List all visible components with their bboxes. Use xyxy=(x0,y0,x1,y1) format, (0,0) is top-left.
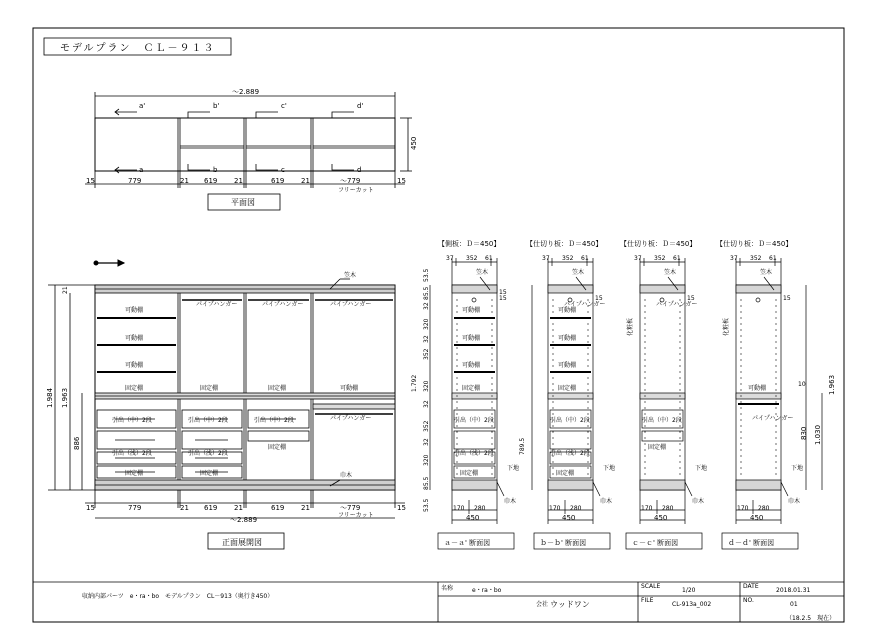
sec-base-2: 下地 xyxy=(695,465,708,472)
elev-drawer-low-2: 引出（浅）2段 xyxy=(188,450,228,457)
sec-caption-3: ｄ－ｄ' 断面図 xyxy=(728,539,775,547)
elev-movable-4: 可動棚 xyxy=(340,385,359,392)
sec-small-10-3: 10 xyxy=(798,381,806,388)
sec-movable-1-0: 可動棚 xyxy=(462,307,481,314)
tb-version: （18.2.5 現在） xyxy=(786,615,836,622)
sec-caption-2: ｃ－ｃ' 断面図 xyxy=(632,539,679,547)
elev-left-dim-886: 886 xyxy=(73,436,81,450)
sec-fixed-2-0: 固定棚 xyxy=(460,470,479,477)
sec-fixed-1-1: 固定棚 xyxy=(558,385,577,392)
sec-v-53-bottom: 53.5 xyxy=(423,498,430,512)
tb-scale: 1/20 xyxy=(682,587,696,594)
elev-movable-1: 可動棚 xyxy=(125,307,144,314)
sec-movable-2-0: 可動棚 xyxy=(462,335,481,342)
elev-drawer-mid-2: 引出（中）2段 xyxy=(188,417,228,424)
sec-plinth-0: 巾木 xyxy=(504,498,517,505)
elev-left-dim-21: 21 xyxy=(62,286,69,294)
sec-top-dim-61-1: 61 xyxy=(581,255,589,262)
plan-dim-7: 21 xyxy=(301,177,310,185)
tb-label-scale: SCALE xyxy=(641,583,661,590)
elev-fixed-3: 固定棚 xyxy=(268,385,287,392)
tb-description: 収納内部パーツ e・ra・bo モデルプラン CL－913（奥行き450） xyxy=(82,593,274,600)
elev-inner-height: 1.963 xyxy=(61,387,69,408)
elev-movable-2: 可動棚 xyxy=(125,335,144,342)
sec-bdim-280-3: 280 xyxy=(758,505,770,512)
sec-depth-2: 450 xyxy=(654,514,668,522)
sec-v-320-c: 320 xyxy=(423,454,430,466)
sec-top-dim-37-3: 37 xyxy=(730,255,738,262)
elev-fixed-1: 固定棚 xyxy=(125,385,144,392)
elev-movable-3: 可動棚 xyxy=(125,362,144,369)
elev-fixed-6: 固定棚 xyxy=(268,444,287,451)
section-view-b xyxy=(534,255,615,549)
sec-depth-0: 450 xyxy=(466,514,480,522)
sec-top-dim-37-2: 37 xyxy=(634,255,642,262)
elev-bdim-8: ～779 xyxy=(340,504,361,512)
sec-hanger-1: パイプハンガー xyxy=(564,301,606,308)
section-view-d xyxy=(722,255,806,549)
sec-drawer-low-1: 引出（浅）2段 xyxy=(550,450,590,457)
section-header-a: 【側板：Ｄ＝450】 xyxy=(438,240,501,248)
sec-caption-0: ａ－ａ' 断面図 xyxy=(444,539,491,547)
elev-fixed-4: 固定棚 xyxy=(125,470,144,477)
sec-drawer-mid-0: 引出（中）2段 xyxy=(454,417,494,424)
sections xyxy=(411,239,836,549)
sec-drawer-mid-2: 引出（中）2段 xyxy=(642,417,682,424)
sec-movable-2-1: 可動棚 xyxy=(558,335,577,342)
sec-crown-1: 笠木 xyxy=(572,269,585,276)
sec-top-dim-61-3: 61 xyxy=(769,255,777,262)
elev-plinth: 巾木 xyxy=(340,472,353,479)
sec-small-15-2: 15 xyxy=(687,295,695,302)
sec-plinth-1: 巾木 xyxy=(600,498,613,505)
sec-movable-3-0: 可動棚 xyxy=(462,362,481,369)
section-view-a xyxy=(438,255,519,549)
elev-fixed-5: 固定棚 xyxy=(200,470,219,477)
sec-v-352-b: 352 xyxy=(423,420,430,432)
elev-hanger-2: パイプハンガー xyxy=(262,301,304,308)
drawing-title: モデルプラン ＣＬ－９１３ xyxy=(60,43,216,54)
section-header-b: 【仕切り板：Ｄ＝450】 xyxy=(526,240,603,248)
elev-hanger-4: パイプハンガー xyxy=(330,415,372,422)
elev-bdim-9: 15 xyxy=(397,504,406,512)
elev-drawer-mid-1: 引出（中）2段 xyxy=(112,417,152,424)
elev-bdim-4: 619 xyxy=(204,504,218,512)
sec-crown-3: 笠木 xyxy=(760,269,773,276)
sec-fixed-1-0: 固定棚 xyxy=(462,385,481,392)
sec-v-320-a: 320 xyxy=(423,318,430,330)
plan-dim-4: 619 xyxy=(204,177,218,185)
plan-mark-c-bottom: c xyxy=(281,166,285,174)
sec-small-15-0: 15 xyxy=(499,295,507,302)
sec-plinth-2: 巾木 xyxy=(692,498,705,505)
sec-bdim-170-3: 170 xyxy=(737,505,749,512)
sec-caption-1: ｂ－ｂ' 断面図 xyxy=(540,539,587,547)
section-header-c: 【仕切り板：Ｄ＝450】 xyxy=(620,240,697,248)
tb-company: ウッドワン xyxy=(550,600,590,609)
elev-bdim-7: 21 xyxy=(301,504,310,512)
sec-bdim-170-2: 170 xyxy=(641,505,653,512)
plan-mark-b-bottom: b xyxy=(213,166,218,174)
elev-bdim-5: 21 xyxy=(234,504,243,512)
sec-depth-3: 450 xyxy=(750,514,764,522)
plan-dim-3: 21 xyxy=(180,177,189,185)
title-block xyxy=(33,582,844,622)
sec-movable-3-1: 可動棚 xyxy=(558,362,577,369)
elev-drawer-mid-3: 引出（中）2段 xyxy=(254,417,294,424)
elev-overall-height: 1.984 xyxy=(46,387,54,408)
sec-right-1030: 1.030 xyxy=(814,424,822,445)
plan-mark-c-top: c' xyxy=(281,102,287,110)
tb-label-no: NO. xyxy=(743,597,754,604)
plan-free-cut: フリーカット xyxy=(338,187,374,194)
tb-name-value: e・ra・bo xyxy=(472,587,502,594)
section-views xyxy=(438,255,806,549)
section-headers xyxy=(438,239,792,248)
direction-arrow xyxy=(94,260,124,266)
sec-small-15b-0: 15 xyxy=(499,289,507,296)
plan-dim-5: 21 xyxy=(234,177,243,185)
elev-hanger-3: パイプハンガー xyxy=(330,301,372,308)
plan-dim-6: 619 xyxy=(271,177,285,185)
sec-right-1963: 1.963 xyxy=(828,374,836,395)
tb-label-file: FILE xyxy=(641,597,654,604)
elev-bdim-1: 15 xyxy=(86,504,95,512)
section-view-c xyxy=(626,255,707,549)
sec-top-dim-352-1: 352 xyxy=(562,255,574,262)
sec-top-dim-61-0: 61 xyxy=(485,255,493,262)
sec-v-1792: 1.792 xyxy=(411,374,418,392)
plan-caption: 平面図 xyxy=(231,198,255,207)
sec-top-dim-352-2: 352 xyxy=(654,255,666,262)
sec-movable-1-1: 可動棚 xyxy=(558,307,577,314)
plan-mark-d-bottom: d xyxy=(357,166,362,174)
sec-right-830: 830 xyxy=(800,426,808,440)
elev-bdim-6: 619 xyxy=(271,504,285,512)
elev-crown: 笠木 xyxy=(344,272,357,279)
plan-dim-1: 15 xyxy=(86,177,95,185)
sec-v-32-a: 32 xyxy=(423,302,430,310)
elev-bdim-2: 779 xyxy=(128,504,142,512)
sec-fixed-2-1: 固定棚 xyxy=(556,470,575,477)
sec-top-dim-352-3: 352 xyxy=(750,255,762,262)
sec-bdim-280-0: 280 xyxy=(474,505,486,512)
sec-v-352-a: 352 xyxy=(423,348,430,360)
sec-v-85-top: 85.5 xyxy=(423,286,430,300)
elev-free-cut: フリーカット xyxy=(338,512,374,519)
tb-label-name: 名称 xyxy=(441,585,454,592)
sec-movable-3: 可動棚 xyxy=(748,385,767,392)
elev-caption: 正面展開図 xyxy=(222,538,262,547)
sec-hanger-2: パイプハンガー xyxy=(656,301,698,308)
sec-v-32-c: 32 xyxy=(423,400,430,408)
plan-overall-width: ～2.889 xyxy=(232,88,260,96)
plan-mark-a-bottom: a xyxy=(139,166,144,174)
sec-side-board-3: 化粧板 xyxy=(723,317,730,336)
sec-hanger-3: パイプハンガー xyxy=(752,415,794,422)
sec-bdim-280-2: 280 xyxy=(662,505,674,512)
sec-bdim-280-1: 280 xyxy=(570,505,582,512)
sec-depth-1: 450 xyxy=(562,514,576,522)
sec-top-dim-37-1: 37 xyxy=(542,255,550,262)
plan-mark-b-top: b' xyxy=(213,102,220,110)
tb-label-company: 会社 xyxy=(536,601,549,608)
sec-v-32-d: 32 xyxy=(423,438,430,446)
sec-drawer-mid-1: 引出（中）2段 xyxy=(550,417,590,424)
sec-plinth-3: 巾木 xyxy=(788,498,801,505)
tb-file: CL-913a_002 xyxy=(672,601,712,608)
plan-mark-a-top: a' xyxy=(139,102,146,110)
sec-small-15-3: 15 xyxy=(783,295,791,302)
elev-bdim-3: 21 xyxy=(180,504,189,512)
sec-v-85-bottom: 85.5 xyxy=(423,476,430,490)
elev-overall-width: ～2.889 xyxy=(230,516,258,524)
sec-base-0: 下地 xyxy=(507,465,520,472)
sec-v-53-top: 53.5 xyxy=(423,268,430,282)
section-header-d: 【仕切り板：Ｄ＝450】 xyxy=(716,240,793,248)
plan-mark-d-top: d' xyxy=(357,102,364,110)
title-block-text xyxy=(82,583,835,622)
tb-no: 01 xyxy=(790,601,798,608)
sec-drawer-low-0: 引出（浅）2段 xyxy=(454,450,494,457)
sec-bdim-170-0: 170 xyxy=(453,505,465,512)
elev-hanger-1: パイプハンガー xyxy=(196,301,238,308)
plan-view-labels xyxy=(86,88,418,207)
sec-top-dim-37-0: 37 xyxy=(446,255,454,262)
elev-fixed-2: 固定棚 xyxy=(200,385,219,392)
sec-top-dim-61-2: 61 xyxy=(673,255,681,262)
sec-v-32-b: 32 xyxy=(423,335,430,343)
tb-date: 2018.01.31 xyxy=(776,587,811,594)
plan-dim-8: ～779 xyxy=(340,177,361,185)
plan-dim-9: 15 xyxy=(397,177,406,185)
sec-crown-2: 笠木 xyxy=(664,269,677,276)
sec-small-15-1: 15 xyxy=(595,295,603,302)
sec-v-789: 789.5 xyxy=(519,437,526,455)
sec-base-1: 下地 xyxy=(603,465,616,472)
sec-side-board-2: 化粧板 xyxy=(627,317,634,336)
sec-top-dim-352-0: 352 xyxy=(466,255,478,262)
sec-crown-0: 笠木 xyxy=(476,269,489,276)
elev-drawer-low-1: 引出（浅）2段 xyxy=(112,450,152,457)
sec-base-3: 下地 xyxy=(791,465,804,472)
sec-bdim-170-1: 170 xyxy=(549,505,561,512)
plan-dim-2: 779 xyxy=(128,177,142,185)
plan-depth: 450 xyxy=(410,136,418,150)
sec-fixed-2: 固定棚 xyxy=(648,444,667,451)
sec-v-320-b: 320 xyxy=(423,380,430,392)
tb-label-date: DATE xyxy=(743,583,759,590)
